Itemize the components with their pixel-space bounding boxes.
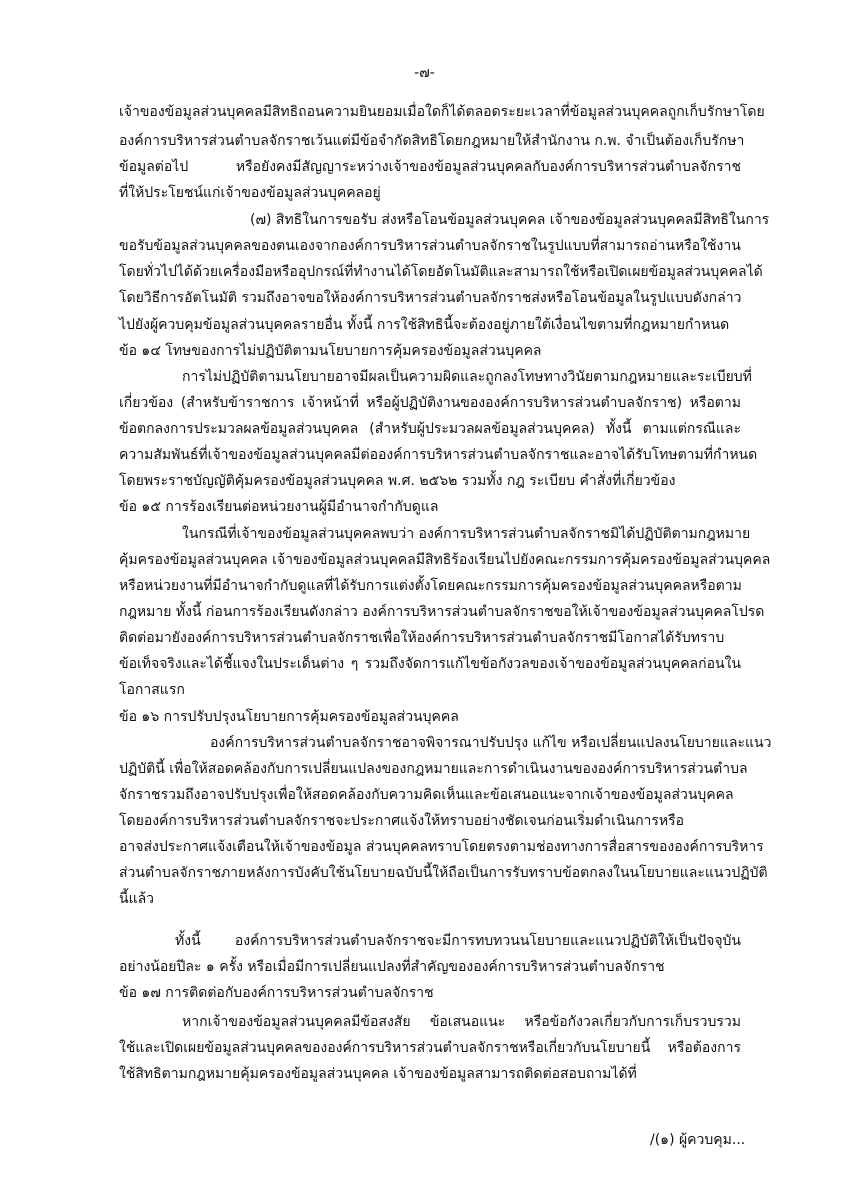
paragraph-line: ความสัมพันธ์ที่เจ้าของข้อมูลส่วนบุคคลมีต่อองค์การบริหารส่วนตำบลจักราชและอาจได้รับโทษตามที่กำหนด [119, 447, 758, 463]
paragraph-line: ใช้และเปิดเผยข้อมูลส่วนบุคคลขององค์การบริหารส่วนตำบลจักราชหรือเกี่ยวกับนโยบายนี้ หรือต้องการ [119, 1040, 741, 1056]
paragraph-line: ไปยังผู้ควบคุมข้อมูลส่วนบุคคลรายอื่น ทั้งนี้ การใช้สิทธินี้จะต้องอยู่ภายใต้เงื่อนไขตามที่กฎหมายกำหนด [119, 317, 730, 333]
paragraph-line: หรือหน่วยงานที่มีอำนาจกำกับดูแลที่ได้รับการแต่งตั้งโดยคณะกรรมการคุ้มครองข้อมูลส่วนบุคคลหรือตาม [119, 578, 742, 594]
paragraph-line: โดยพระราชบัญญัติคุ้มครองข้อมูลส่วนบุคคล พ.ศ. ๒๕๖๒ รวมทั้ง กฎ ระเบียบ คำสั่งที่เกี่ยวข้อง [119, 473, 676, 489]
paragraph-line: ขอรับข้อมูลส่วนบุคคลของตนเองจากองค์การบริหารส่วนตำบลจักราชในรูปแบบที่สามารถอ่านหรือใช้งาน [119, 238, 741, 254]
section-heading-14: ข้อ ๑๔ โทษของการไม่ปฏิบัติตามนโยบายการคุ้มครองข้อมูลส่วนบุคคล [119, 343, 542, 359]
paragraph-line: การไม่ปฏิบัติตามนโยบายอาจมีผลเป็นความผิดและถูกลงโทษทางวินัยตามกฎหมายและระเบียบที่ [182, 369, 752, 385]
paragraph-line: โอกาสแรก [119, 682, 185, 698]
paragraph-line: หากเจ้าของข้อมูลส่วนบุคคลมีข้อสงสัย ข้อเสนอแนะ หรือข้อกังวลเกี่ยวกับการเก็บรวบรวม [182, 1014, 741, 1030]
paragraph-line: นี้แล้ว [119, 891, 155, 907]
paragraph-line: องค์การบริหารส่วนตำบลจักราชอาจพิจารณาปรับปรุง แก้ไข หรือเปลี่ยนแปลงนโยบายและแนว [210, 735, 772, 751]
section-heading-17: ข้อ ๑๗ การติดต่อกับองค์การบริหารส่วนตำบลจักราช [119, 985, 434, 1001]
paragraph-line: คุ้มครองข้อมูลส่วนบุคคล เจ้าของข้อมูลส่วนบุคคลมีสิทธิร้องเรียนไปยังคณะกรรมการคุ้มครองข้อมูลส่วนบุคคล [119, 552, 771, 568]
paragraph-line: ปฏิบัตินี้ เพื่อให้สอดคล้องกับการเปลี่ยนแปลงของกฎหมายและการดำเนินงานขององค์การบริหารส่วนตำบล [119, 761, 748, 777]
paragraph-line: อาจส่งประกาศแจ้งเตือนให้เจ้าของข้อมูล ส่วนบุคคลทราบโดยตรงตามช่องทางการสื่อสารขององค์การบริหาร [119, 839, 764, 855]
paragraph-line: โดยทั่วไปได้ด้วยเครื่องมือหรืออุปกรณ์ที่ทำงานได้โดยอัตโนมัติและสามารถใช้หรือเปิดเผยข้อมูลส่วนบุคคลได้ [119, 264, 763, 280]
paragraph-line: เกี่ยวข้อง (สำหรับข้าราชการ เจ้าหน้าที่ หรือผู้ปฏิบัติงานขององค์การบริหารส่วนตำบลจักราช) หรือตาม [119, 395, 741, 411]
section-heading-16: ข้อ ๑๖ การปรับปรุงนโยบายการคุ้มครองข้อมูลส่วนบุคคล [119, 709, 459, 725]
paragraph-line: ทั้งนี้ องค์การบริหารส่วนตำบลจักราชจะมีการทบทวนนโยบายและแนวปฏิบัติให้เป็นปัจจุบัน [175, 933, 741, 949]
page-number: -๗- [414, 65, 435, 81]
paragraph-line: องค์การบริหารส่วนตำบลจักราชเว้นแต่มีข้อจำกัดสิทธิโดยกฎหมายให้สำนักงาน ก.พ. จำเป็นต้องเก็บรักษา [119, 133, 745, 149]
continuation-note: /(๑) ผู้ควบคุม... [650, 1132, 746, 1148]
paragraph-line: ในกรณีที่เจ้าของข้อมูลส่วนบุคคลพบว่า องค์การบริหารส่วนตำบลจักราชมิได้ปฏิบัติตามกฎหมาย [182, 526, 751, 542]
paragraph-line: จักราชรวมถึงอาจปรับปรุงเพื่อให้สอดคล้องกับความคิดเห็นและข้อเสนอแนะจากเจ้าของข้อมูลส่วนบุคคล [119, 787, 734, 803]
paragraph-line: ที่ให้ประโยชน์แก่เจ้าของข้อมูลส่วนบุคคลอยู่ [119, 185, 381, 201]
paragraph-line: กฎหมาย ทั้งนี้ ก่อนการร้องเรียนดังกล่าว องค์การบริหารส่วนตำบลจักราชขอให้เจ้าของข้อมูลส่วนบุคคลโปรด [119, 604, 765, 620]
paragraph-line: ติดต่อมายังองค์การบริหารส่วนตำบลจักราชเพื่อให้องค์การบริหารส่วนตำบลจักราชมีโอกาสได้รับทราบ [119, 630, 725, 646]
paragraph-line: ข้อเท็จจริงและได้ชี้แจงในประเด็นต่าง ๆ รวมถึงจัดการแก้ไขข้อกังวลของเจ้าของข้อมูลส่วนบุคคลก่อนใน [119, 656, 741, 672]
paragraph-line: โดยองค์การบริหารส่วนตำบลจักราชจะประกาศแจ้งให้ทราบอย่างชัดเจนก่อนเริ่มดำเนินการหรือ [119, 813, 685, 829]
paragraph-line: โดยวิธีการอัตโนมัติ รวมถึงอาจขอให้องค์การบริหารส่วนตำบลจักราชส่งหรือโอนข้อมูลในรูปแบบดังกล่าว [119, 290, 742, 306]
paragraph-line: ส่วนตำบลจักราชภายหลังการบังคับใช้นโยบายฉบับนี้ให้ถือเป็นการรับทราบข้อตกลงในนโยบายและแนวปฏิบัติ [119, 865, 768, 881]
section-heading-15: ข้อ ๑๕ การร้องเรียนต่อหน่วยงานผู้มีอำนาจกำกับดูแล [119, 499, 439, 515]
paragraph-line: ใช้สิทธิตามกฎหมายคุ้มครองข้อมูลส่วนบุคคล เจ้าของข้อมูลสามารถติดต่อสอบถามได้ที่ [119, 1066, 637, 1082]
paragraph-line: (๗) สิทธิในการขอรับ ส่งหรือโอนข้อมูลส่วนบุคคล เจ้าของข้อมูลส่วนบุคคลมีสิทธิในการ [250, 212, 770, 228]
paragraph-line: ข้อมูลต่อไป หรือยังคงมีสัญญาระหว่างเจ้าของข้อมูลส่วนบุคคลกับองค์การบริหารส่วนตำบลจักราช [119, 159, 741, 175]
paragraph-line: ข้อตกลงการประมวลผลข้อมูลส่วนบุคคล (สำหรับผู้ประมวลผลข้อมูลส่วนบุคคล) ทั้งนี้ ตามแต่กรณีและ [119, 421, 741, 437]
paragraph-line: อย่างน้อยปีละ ๑ ครั้ง หรือเมื่อมีการเปลี่ยนแปลงที่สำคัญขององค์การบริหารส่วนตำบลจักราช [119, 959, 665, 975]
paragraph-line: เจ้าของข้อมูลส่วนบุคคลมีสิทธิถอนความยินยอมเมื่อใดก็ได้ตลอดระยะเวลาที่ข้อมูลส่วนบุคคลถูกเก็บรักษาโดย [119, 104, 765, 120]
